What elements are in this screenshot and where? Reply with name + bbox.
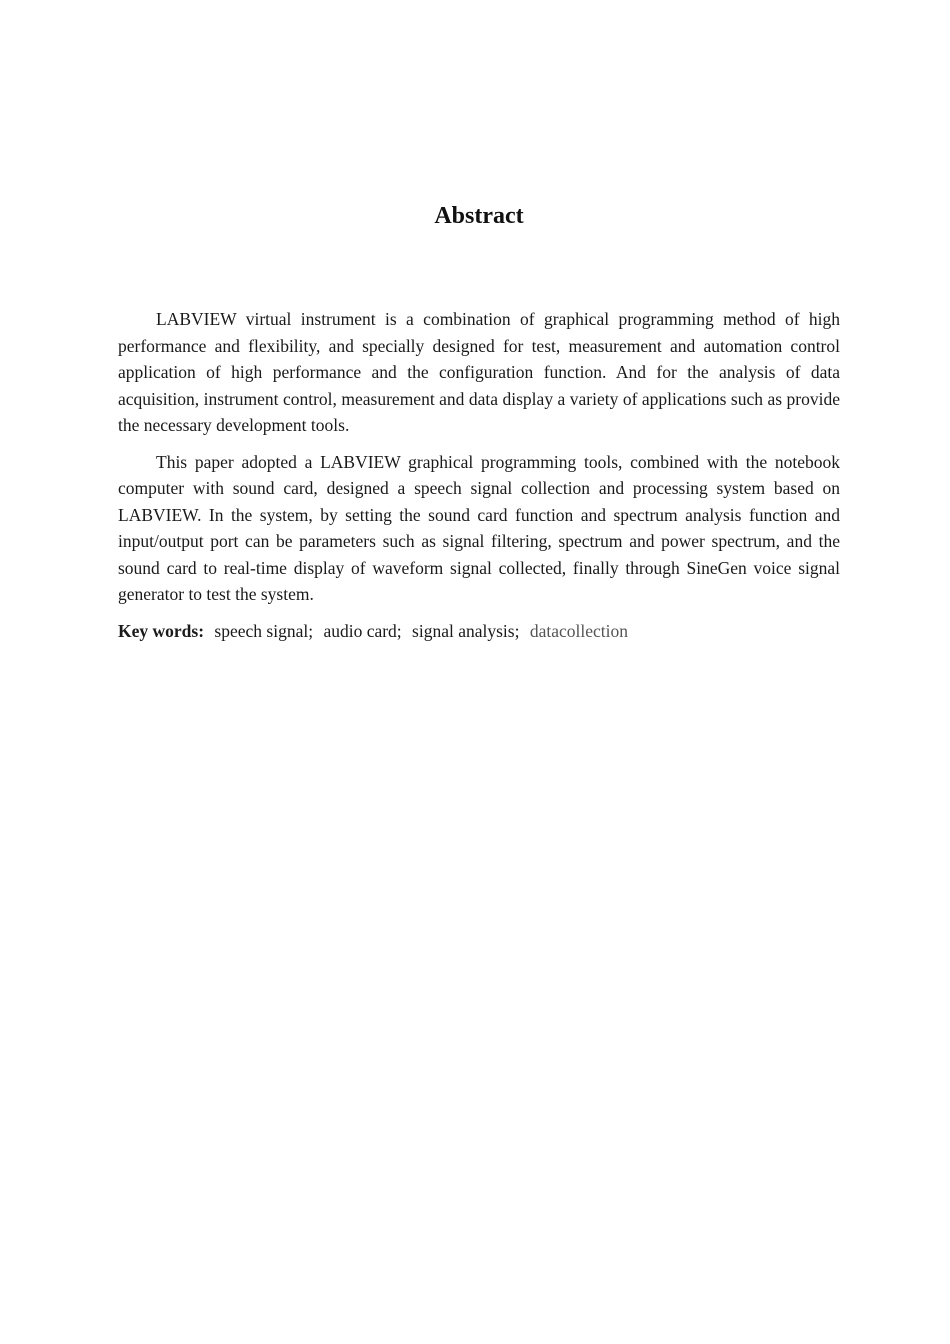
keyword-item: audio card; bbox=[323, 620, 402, 641]
keyword-item: datacollection bbox=[529, 620, 628, 641]
keywords-line bbox=[118, 618, 840, 645]
abstract-paragraph-2: This paper adopted a LABVIEW graphical programming tools, combined with the notebook computer with sound card, designed a speech signal collection and processing system based on LABVIEW. In the system, by setting the sound card function and spectrum analysis function and input/output port can be parameters such as signal filtering, spectrum and power spectrum, and the sound card to real-time display of waveform signal collected, finally through SineGen voice signal generator to test the system. bbox=[118, 451, 840, 604]
abstract-paragraph-1: LABVIEW virtual instrument is a combination of graphical programming method of high performance and flexibility, and specially designed for test, measurement and automation control application of high performance and the configuration function. And for the analysis of data acquisition, instrument control, measurement and data display a variety of applications such as provide the necessary development tools. bbox=[118, 309, 840, 435]
keyword-item: speech signal; bbox=[214, 620, 314, 641]
abstract-body bbox=[118, 306, 840, 644]
keywords-label: Key words: bbox=[118, 620, 205, 641]
keyword-item: signal analysis; bbox=[412, 620, 520, 641]
abstract-title: Abstract bbox=[434, 203, 524, 229]
document-page bbox=[118, 0, 840, 1344]
